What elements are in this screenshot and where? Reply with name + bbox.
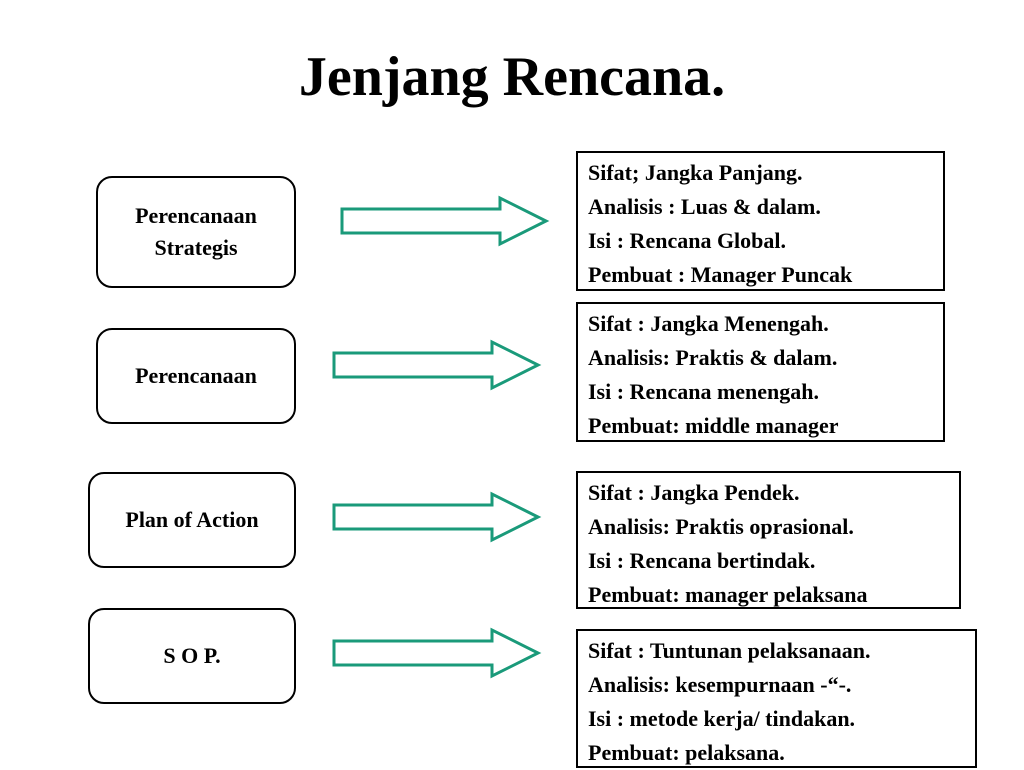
detail-pembuat: Pembuat : Manager Puncak xyxy=(588,262,853,287)
level-label: Plan of Action xyxy=(125,507,259,532)
level-label: Perencanaan Strategis xyxy=(135,203,257,260)
detail-box-sop xyxy=(576,629,977,768)
level-box-perencanaan-strategis xyxy=(96,176,296,288)
right-arrow-icon xyxy=(332,492,542,542)
detail-pembuat: Pembuat: manager pelaksana xyxy=(588,582,868,607)
detail-box-perencanaan-strategis xyxy=(576,151,945,291)
detail-isi: Isi : metode kerja/ tindakan. xyxy=(588,706,856,731)
detail-analisis: Analisis: kesempurnaan -“-. xyxy=(588,672,852,697)
page-title: Jenjang Rencana. xyxy=(298,46,726,108)
right-arrow-icon xyxy=(332,340,542,390)
detail-sifat: Sifat; Jangka Panjang. xyxy=(588,160,803,185)
level-box-sop xyxy=(88,608,296,704)
detail-box-plan-of-action xyxy=(576,471,961,609)
detail-analisis: Analisis : Luas & dalam. xyxy=(588,194,821,219)
level-box-plan-of-action xyxy=(88,472,296,568)
detail-analisis: Analisis: Praktis & dalam. xyxy=(588,345,838,370)
level-box-perencanaan xyxy=(96,328,296,424)
detail-sifat: Sifat : Tuntunan pelaksanaan. xyxy=(588,638,871,663)
level-label: Perencanaan xyxy=(135,363,257,388)
right-arrow-icon xyxy=(332,628,542,678)
detail-pembuat: Pembuat: pelaksana. xyxy=(588,740,785,765)
detail-isi: Isi : Rencana Global. xyxy=(588,228,787,253)
right-arrow-icon xyxy=(340,196,550,246)
detail-isi: Isi : Rencana menengah. xyxy=(588,379,820,404)
detail-analisis: Analisis: Praktis oprasional. xyxy=(588,514,854,539)
detail-sifat: Sifat : Jangka Menengah. xyxy=(588,311,829,336)
level-label: S O P. xyxy=(163,643,221,668)
detail-box-perencanaan xyxy=(576,302,945,442)
detail-isi: Isi : Rencana bertindak. xyxy=(588,548,816,573)
detail-sifat: Sifat : Jangka Pendek. xyxy=(588,480,800,505)
detail-pembuat: Pembuat: middle manager xyxy=(588,413,839,438)
